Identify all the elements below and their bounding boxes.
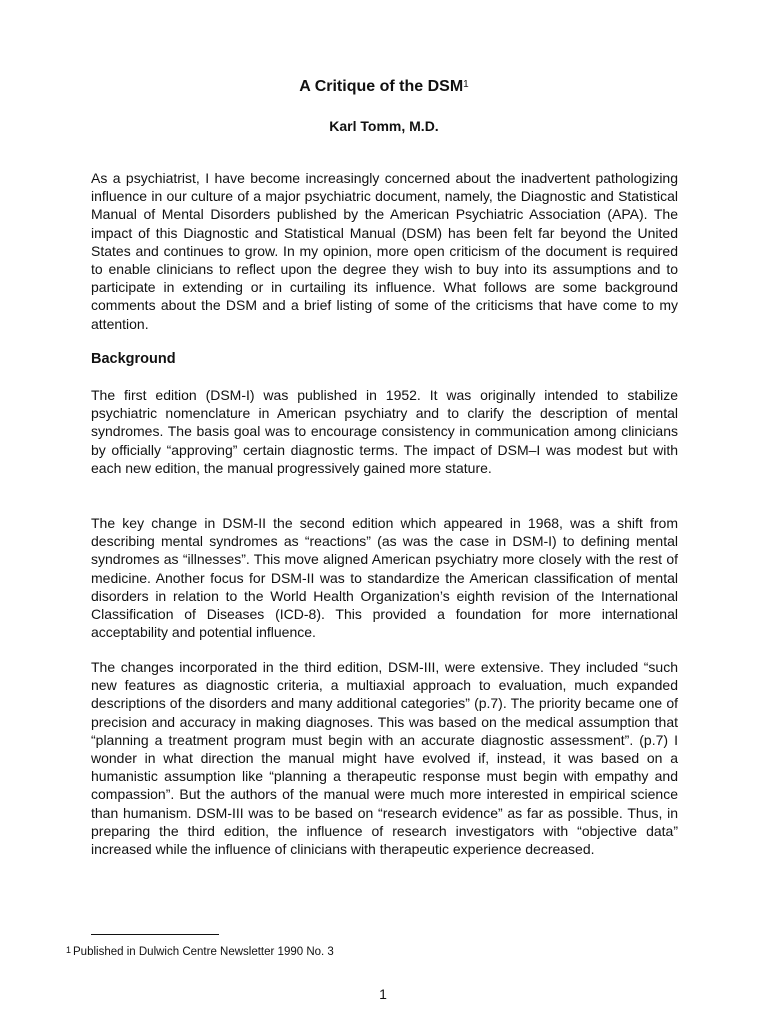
intro-paragraph: As a psychiatrist, I have become increasingly concerned about the inadvertent pathologizing influence in our culture of a major psychiatric document, namely, the Diagnostic and Statistical Manual of Mental Disorders published by the American Psychiatric Association (APA). The impact of this Diagnostic and Statistical Manual (DSM) has been felt far beyond the United States and continues to grow. In my opinion, more open criticism of the document is required to enable clinicians to reflect upon the degree they wish to buy into its assumptions and to participate in extending or in curtailing its influence. What follows are some background comments about the DSM and a brief listing of some of the criticisms that have come to my attention. (91, 170, 678, 332)
footnote-divider (91, 934, 219, 935)
body-paragraph: The first edition (DSM-I) was published in 1952. It was originally intended to stabilize psychiatric nomenclature in American psychiatry and to clarify the description of mental syndromes. The basis goal was to encourage consistency in communication among clinicians by officially “approving” certain diagnostic terms. The impact of DSM–I was modest but with each new edition, the manual progressively gained more stature. (91, 387, 678, 476)
author-name: Karl Tomm, M.D. (329, 118, 439, 134)
title-text: A Critique of the DSM (299, 78, 464, 95)
title-footnote-marker: 1 (463, 79, 469, 90)
footnote-text: Published in Dulwich Centre Newsletter 1990 No. 3 (73, 946, 334, 958)
page-title (0, 77, 768, 97)
page-number: 1 (379, 986, 387, 1002)
footnote-marker: 1 (66, 945, 72, 955)
body-paragraph: The key change in DSM-II the second edition which appeared in 1968, was a shift from describing mental syndromes as “reactions” (as was the case in DSM-I) to defining mental syndromes as “illnesses”. This move aligned American psychiatry more closely with the rest of medicine. Another focus for DSM-II was to standardize the American classification of mental disorders in relation to the World Health Organization’s eighth revision of the International Classification of Diseases (ICD-8). This provided a foundation for more international acceptability and potential influence. (91, 515, 678, 641)
body-paragraph: The changes incorporated in the third edition, DSM-III, were extensive. They included “such new features as diagnostic criteria, a multiaxial approach to evaluation, much expanded descriptions of the disorders and many additional categories” (p.7). The priority became one of precision and accuracy in making diagnoses. This was based on the medical assumption that “planning a treatment program must begin with an accurate diagnostic assessment”. (p.7) I wonder in what direction the manual might have evolved if, instead, it was based on a humanistic assumption like “planning a therapeutic response must begin with empathy and compassion”. But the authors of the manual were much more interested in empirical science than humanism. DSM-III was to be based on “research evidence” as far as possible. Thus, in preparing the third edition, the influence of research investigators with “objective data” increased while the influence of clinicians with therapeutic experience decreased. (91, 659, 678, 858)
footnote (66, 944, 334, 960)
section-heading-background: Background (91, 351, 176, 367)
